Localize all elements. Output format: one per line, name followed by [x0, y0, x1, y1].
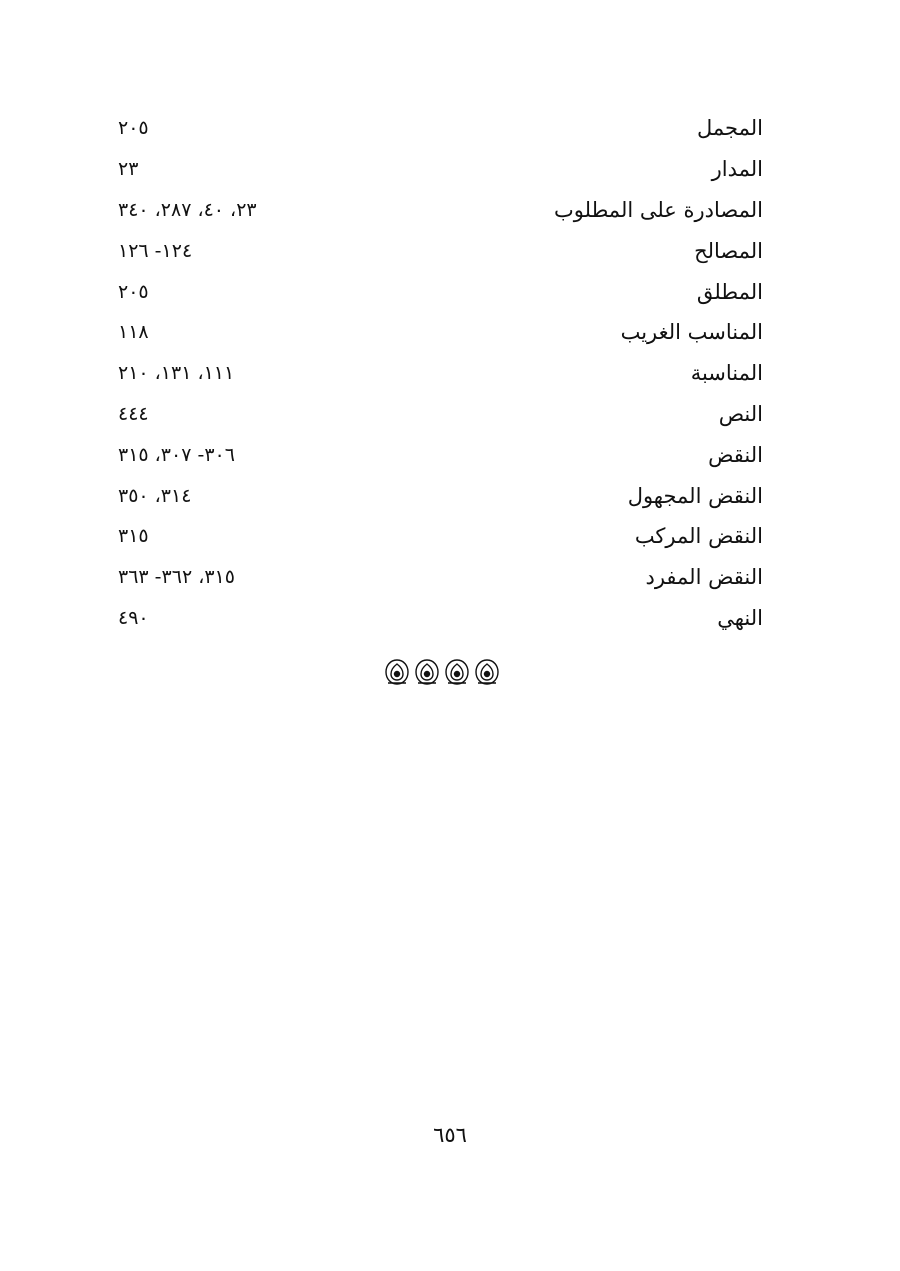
index-entry	[118, 230, 763, 271]
index-page-refs: ٣٠٦- ٣٠٧، ٣١٥	[118, 443, 235, 466]
index-term: المطلق	[696, 279, 763, 304]
index-entry	[118, 434, 763, 475]
ornament-divider-icon	[383, 657, 501, 687]
index-entry	[118, 149, 763, 190]
index-term: النقض المجهول	[627, 483, 763, 508]
index-entry	[118, 557, 763, 598]
index-entry	[118, 598, 763, 639]
index-term: المصالح	[694, 238, 763, 263]
index-term: المصادرة على المطلوب	[554, 197, 763, 222]
index-term: المدار	[711, 157, 763, 182]
index-page-refs: ٢٠٥	[118, 117, 149, 140]
index-term: المناسب الغريب	[620, 320, 763, 345]
index-term: المناسبة	[690, 361, 763, 386]
index-entry	[118, 190, 763, 231]
index-term: النقض المفرد	[645, 565, 763, 590]
page-number: ٦٥٦	[433, 1123, 467, 1147]
index-term: النقض	[708, 442, 763, 467]
index-page-refs: ٣١٥	[118, 525, 149, 548]
index-term: المجمل	[697, 116, 763, 141]
index-entry	[118, 516, 763, 557]
index-entry	[118, 271, 763, 312]
index-entry	[118, 475, 763, 516]
index-page-refs: ١١٨	[118, 321, 149, 344]
index-entry	[118, 353, 763, 394]
index-term: النص	[718, 401, 763, 426]
index-page-refs: ٤٤٤	[118, 402, 149, 425]
index-page-refs: ٤٩٠	[118, 606, 149, 629]
index-page-refs: ١١١، ١٣١، ٢١٠	[118, 362, 235, 385]
index-term: النقض المركب	[634, 524, 763, 549]
index-entry	[118, 394, 763, 435]
index-entry	[118, 312, 763, 353]
index-term: النهي	[717, 605, 763, 630]
index-page-refs: ٢٣، ٤٠، ٢٨٧، ٣٤٠	[118, 198, 257, 221]
index-page-refs: ٣١٥، ٣٦٢- ٣٦٣	[118, 566, 235, 589]
index-page-refs: ٢٣	[118, 158, 139, 181]
index-page-refs: ١٢٤- ١٢٦	[118, 239, 193, 262]
index-list	[118, 108, 763, 638]
index-page-refs: ٣١٤، ٣٥٠	[118, 484, 192, 507]
index-page-refs: ٢٠٥	[118, 280, 149, 303]
index-entry	[118, 108, 763, 149]
